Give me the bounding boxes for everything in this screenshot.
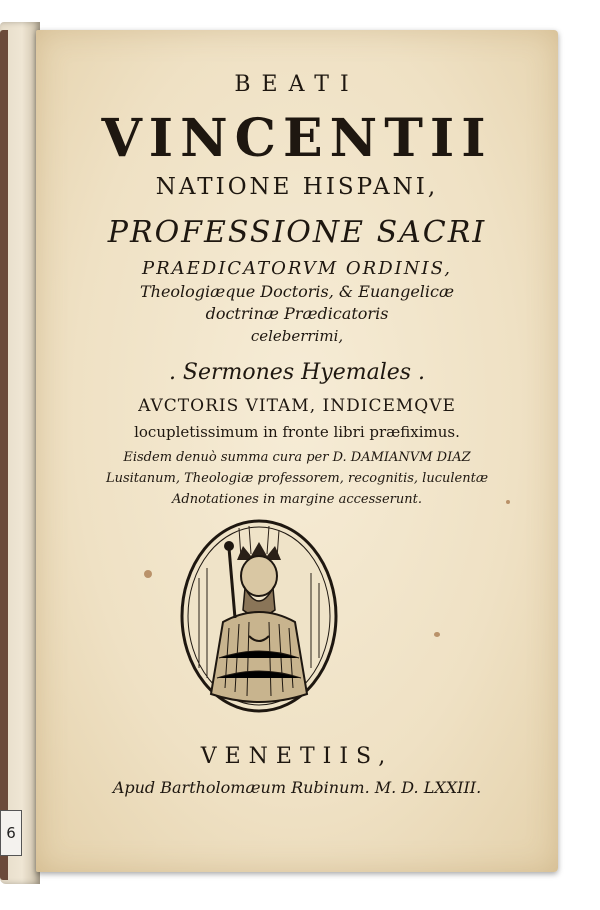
title-line-vincentii: VINCENTII	[101, 108, 493, 169]
title-line-doctrinae: doctrinæ Prædicatoris	[205, 304, 389, 323]
title-line-professione: PROFESSIONE SACRI	[107, 215, 487, 250]
title-line-natione: NATIONE HISPANI,	[155, 174, 439, 200]
imprint-publisher: Apud Bartholomæum Rubinum. M. D. LXXIII.	[112, 778, 482, 797]
title-line-lusitanum: Lusitanum, Theologiæ professorem, recognitis, luculentæ	[105, 471, 489, 486]
title-line-beati: BEATI	[234, 72, 360, 97]
foxing-stain	[434, 632, 440, 637]
title-line-sermones: . Sermones Hyemales .	[168, 360, 426, 385]
title-line-eisdem: Eisdem denuò summa cura per D. DAMIANVM DIAZ	[123, 450, 471, 465]
title-page	[36, 30, 558, 872]
title-line-auctoris: AVCTORIS VITAM, INDICEMQVE	[138, 396, 456, 416]
title-line-celeberrimi: celeberrimi,	[250, 327, 344, 345]
book-spine-edge	[0, 30, 8, 880]
shelf-label-number: 6	[6, 824, 16, 842]
title-line-praedicatorum: PRAEDICATORVM ORDINIS,	[141, 258, 453, 279]
imprint-place: VENETIIS,	[200, 744, 394, 769]
foxing-stain	[144, 570, 152, 578]
title-line-adnotationes: Adnotationes in margine accesserunt.	[172, 492, 422, 507]
foxing-stain	[506, 500, 510, 504]
title-line-theologiaeque: Theologiæque Doctoris, & Euangelicæ	[139, 282, 455, 301]
title-line-locupletissimum: locupletissimum in fronte libri præfiximus.	[134, 423, 460, 441]
shelf-label	[0, 810, 22, 856]
woodcut-vignette-image	[179, 518, 339, 714]
